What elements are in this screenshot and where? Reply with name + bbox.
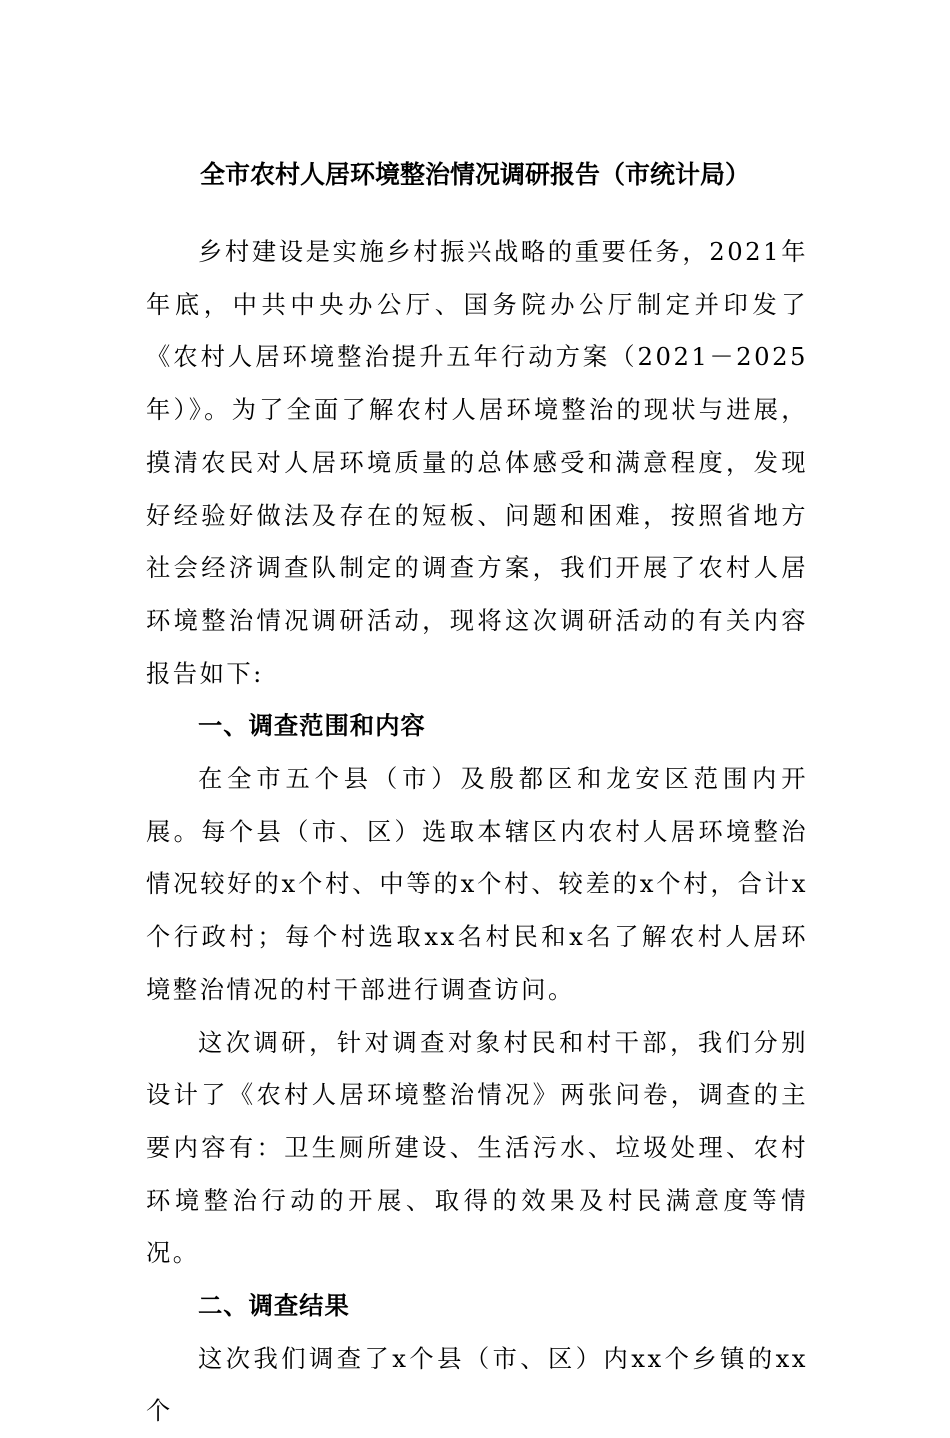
document-title: 全市农村人居环境整治情况调研报告（市统计局） — [199, 160, 750, 189]
scope-paragraph: 在全市五个县（市）及殷都区和龙安区范围内开展。每个县（市、区）选取本辖区内农村人居环境整治情况较好的x个村、中等的x个村、较差的x个村，合计x个行政村；每个村选取xx名村民和x名了解农村人居环境整治情况的村干部进行调查访问。 — [146, 764, 808, 1004]
content-paragraph: 这次调研，针对调查对象村民和村干部，我们分别设计了《农村人居环境整治情况》两张问卷，调查的主要内容有：卫生厕所建设、生活污水、垃圾处理、农村环境整治行动的开展、取得的效果及村民满意度等情况。 — [146, 1027, 808, 1268]
section-heading-results: 二、调查结果 — [198, 1291, 350, 1321]
section-heading-scope: 一、调查范围和内容 — [198, 711, 426, 741]
document-body — [146, 226, 808, 1438]
intro-paragraph: 乡村建设是实施乡村振兴战略的重要任务，2021年年底，中共中央办公厅、国务院办公厅制定并印发了《农村人居环境整治提升五年行动方案（2021－2025年）》。为了全面了解农村人居环境整治的现状与进展，摸清农民对人居环境质量的总体感受和满意程度，发现好经验好做法及存在的短板、问题和困难，按照省地方社会经济调查队制定的调查方案，我们开展了农村人居环境整治情况调研活动，现将这次调研活动的有关内容报告如下: — [146, 237, 808, 688]
results-paragraph: 这次我们调查了x个县（市、区）内xx个乡镇的xx个 — [146, 1343, 808, 1426]
